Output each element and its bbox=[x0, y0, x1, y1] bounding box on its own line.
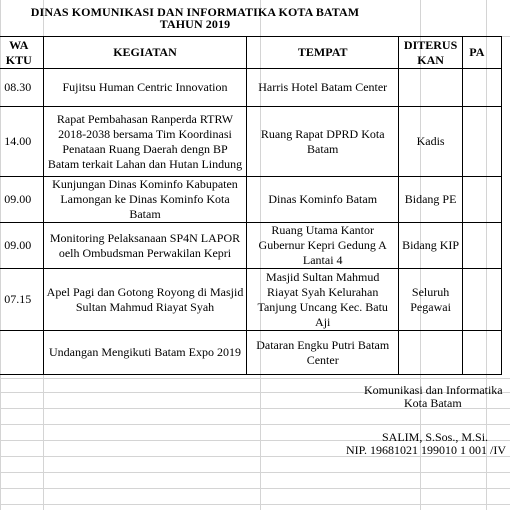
table-row bbox=[0, 269, 502, 331]
cell-waktu[interactable]: 07.15 bbox=[0, 269, 43, 331]
cell-next[interactable] bbox=[463, 69, 502, 107]
cell-next[interactable] bbox=[463, 107, 502, 177]
cell-kegiatan[interactable]: Kunjungan Dinas Kominfo Kabupaten Lamongan ke Dinas Kominfo Kota Batam bbox=[43, 177, 247, 223]
cell-diteruskan[interactable]: Bidang KIP bbox=[398, 223, 462, 269]
table-row bbox=[0, 223, 502, 269]
cell-waktu[interactable]: 08.30 bbox=[0, 69, 43, 107]
table-row bbox=[0, 331, 502, 375]
signature-office-line1: Komunikasi dan Informatika bbox=[364, 383, 503, 397]
cell-next[interactable] bbox=[463, 223, 502, 269]
header-tempat[interactable]: TEMPAT bbox=[247, 37, 398, 69]
table-row bbox=[0, 107, 502, 177]
cell-tempat[interactable]: Dataran Engku Putri Batam Center bbox=[247, 331, 398, 375]
cell-diteruskan[interactable]: Seluruh Pegawai bbox=[398, 269, 462, 331]
cell-tempat[interactable]: Ruang Utama Kantor Gubernur Kepri Gedung A Lantai 4 bbox=[247, 223, 398, 269]
cell-next[interactable] bbox=[463, 331, 502, 375]
cell-kegiatan[interactable]: Rapat Pembahasan Ranperda RTRW 2018-2038 bersama Tim Koordinasi Penataan Ruang Daerah dengn BP Batam terkait Lahan dan Hutan Lindung bbox=[43, 107, 247, 177]
cell-diteruskan[interactable] bbox=[398, 331, 462, 375]
schedule-table bbox=[0, 36, 502, 375]
cell-waktu[interactable] bbox=[0, 331, 43, 375]
signatory-name: SALIM, S.Sos., M.Si. bbox=[382, 430, 489, 444]
cell-diteruskan[interactable]: Bidang PE bbox=[398, 177, 462, 223]
cell-diteruskan[interactable]: Kadis bbox=[398, 107, 462, 177]
cell-kegiatan[interactable]: Monitoring Pelaksanaan SP4N LAPOR oelh Ombudsman Perwakilan Kepri bbox=[43, 223, 247, 269]
header-waktu[interactable]: WAKTU bbox=[0, 37, 43, 69]
cell-diteruskan[interactable] bbox=[398, 69, 462, 107]
cell-kegiatan[interactable]: Fujitsu Human Centric Innovation bbox=[43, 69, 247, 107]
signature-office-line2: Kota Batam bbox=[404, 396, 462, 410]
table-row bbox=[0, 177, 502, 223]
signatory-nip: NIP. 19681021 199010 1 001 /IV bbox=[346, 443, 507, 457]
cell-tempat[interactable]: Masjid Sultan Mahmud Riayat Syah Kelurahan Tanjung Uncang Kec. Batu Aji bbox=[247, 269, 398, 331]
header-kegiatan[interactable]: KEGIATAN bbox=[43, 37, 247, 69]
cell-waktu[interactable]: 09.00 bbox=[0, 223, 43, 269]
cell-tempat[interactable]: Ruang Rapat DPRD Kota Batam bbox=[247, 107, 398, 177]
cell-next[interactable] bbox=[463, 269, 502, 331]
cell-waktu[interactable]: 09.00 bbox=[0, 177, 43, 223]
cell-tempat[interactable]: Harris Hotel Batam Center bbox=[247, 69, 398, 107]
cell-tempat[interactable]: Dinas Kominfo Batam bbox=[247, 177, 398, 223]
cell-kegiatan[interactable]: Apel Pagi dan Gotong Royong di Masjid Sultan Mahmud Riayat Syah bbox=[43, 269, 247, 331]
cell-waktu[interactable]: 14.00 bbox=[0, 107, 43, 177]
header-diteruskan[interactable]: DITERUSKAN bbox=[398, 37, 462, 69]
table-row bbox=[0, 69, 502, 107]
document-year: TAHUN 2019 bbox=[159, 17, 231, 31]
header-row bbox=[0, 37, 502, 69]
document-title: DINAS KOMUNIKASI DAN INFORMATIKA KOTA BATAM bbox=[30, 5, 360, 19]
header-next-column[interactable]: PA bbox=[463, 37, 502, 69]
cell-next[interactable] bbox=[463, 177, 502, 223]
cell-kegiatan[interactable]: Undangan Mengikuti Batam Expo 2019 bbox=[43, 331, 247, 375]
